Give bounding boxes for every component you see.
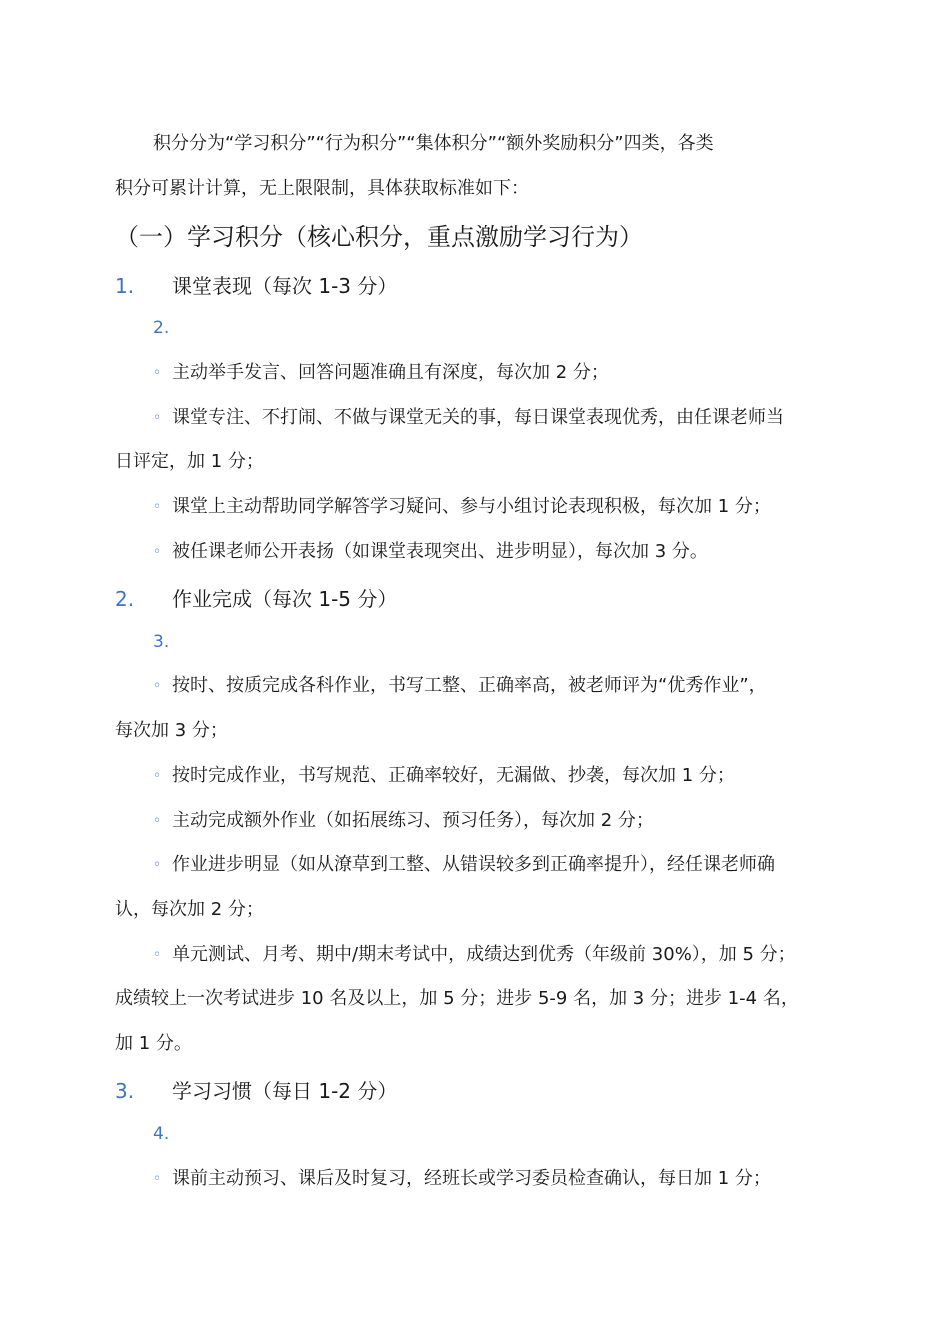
bullet-text: 按时完成作业，书写规范、正确率较好，无漏做、抄袭，每次加 1 分；	[172, 765, 735, 786]
item-title: 课堂表现（每次 1-3 分）	[172, 274, 398, 298]
item-number: 2.	[115, 587, 135, 611]
item-title: 学习习惯（每日 1-2 分）	[172, 1079, 398, 1103]
bullet-text-continuation: 加 1 分。	[115, 1033, 192, 1054]
bullet-icon: ◦	[153, 678, 162, 694]
bullet-text-continuation: 日评定，加 1 分；	[115, 451, 264, 472]
bullet-icon: ◦	[153, 1171, 162, 1187]
bullet-icon: ◦	[153, 544, 162, 560]
bullet-icon: ◦	[153, 857, 162, 873]
sub-number: 2.	[153, 318, 170, 338]
sub-number: 4.	[153, 1124, 170, 1144]
item-title: 作业完成（每次 1-5 分）	[172, 587, 398, 611]
bullet-icon: ◦	[153, 768, 162, 784]
bullet-text-continuation: 成绩较上一次考试进步 10 名及以上，加 5 分；进步 5-9 名，加 3 分；进步 1-4 名，	[115, 988, 799, 1009]
bullet-text: 作业进步明显（如从潦草到工整、从错误较多到正确率提升），经任课老师确	[172, 854, 775, 875]
bullet-icon: ◦	[153, 410, 162, 426]
bullet-icon: ◦	[153, 947, 162, 963]
bullet-text: 课前主动预习、课后及时复习，经班长或学习委员检查确认，每日加 1 分；	[172, 1168, 771, 1189]
bullet-text-continuation: 每次加 3 分；	[115, 720, 228, 741]
bullet-icon: ◦	[153, 499, 162, 515]
intro-line-2: 积分可累计计算，无上限限制，具体获取标准如下：	[115, 178, 529, 199]
bullet-text: 主动举手发言、回答问题准确且有深度，每次加 2 分；	[172, 362, 609, 383]
bullet-text: 主动完成额外作业（如拓展练习、预习任务），每次加 2 分；	[172, 810, 654, 831]
item-number: 1.	[115, 274, 135, 298]
bullet-text: 单元测试、月考、期中/期末考试中，成绩达到优秀（年级前 30%），加 5 分；	[172, 944, 796, 965]
item-number: 3.	[115, 1079, 135, 1103]
bullet-text: 课堂专注、不打闹、不做与课堂无关的事，每日课堂表现优秀，由任课老师当	[172, 407, 784, 428]
section-heading: （一）学习积分（核心积分，重点激励学习行为）	[115, 223, 643, 251]
bullet-text: 课堂上主动帮助同学解答学习疑问、参与小组讨论表现积极，每次加 1 分；	[172, 496, 771, 517]
bullet-text: 被任课老师公开表扬（如课堂表现突出、进步明显），每次加 3 分。	[172, 541, 708, 562]
intro-line-1: 积分分为“学习积分”“行为积分”“集体积分”“额外奖励积分”四类，各类	[153, 133, 714, 154]
bullet-text-continuation: 认，每次加 2 分；	[115, 899, 264, 920]
sub-number: 3.	[153, 632, 170, 652]
bullet-icon: ◦	[153, 365, 162, 381]
bullet-icon: ◦	[153, 813, 162, 829]
bullet-text: 按时、按质完成各科作业，书写工整、正确率高，被老师评为“优秀作业”，	[172, 675, 767, 696]
